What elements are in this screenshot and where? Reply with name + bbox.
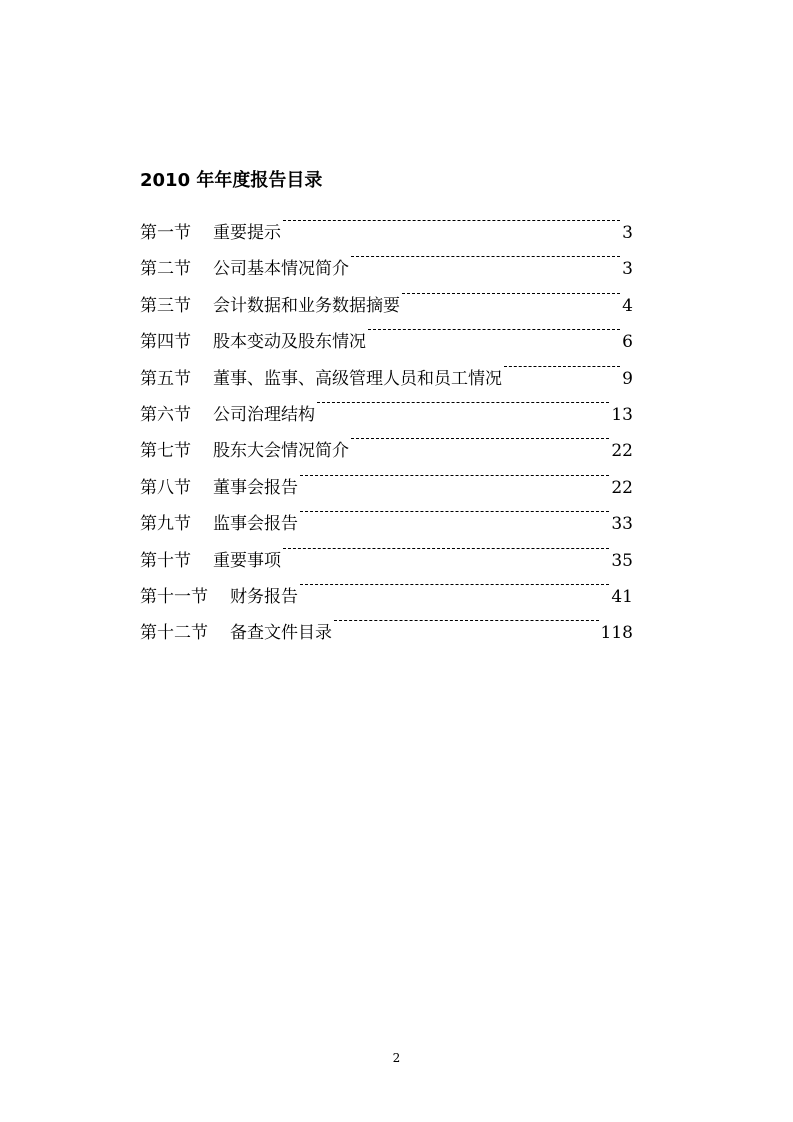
toc-page-number: 33 (611, 514, 633, 535)
toc-section-number: 第六节 (140, 404, 191, 425)
toc-section-number: 第二节 (140, 259, 191, 280)
toc-section-number: 第十节 (140, 550, 191, 571)
toc-heading: 重要事项 (213, 550, 281, 571)
toc-entry[interactable] (140, 602, 633, 644)
toc-page-number: 22 (611, 441, 633, 462)
toc-page-number: 118 (600, 623, 633, 644)
toc-heading: 董事会报告 (213, 477, 298, 498)
toc-heading: 公司治理结构 (213, 404, 315, 425)
toc-page-number: 4 (622, 295, 633, 316)
toc-dash-leader (300, 566, 609, 602)
toc-section-number: 第八节 (140, 477, 191, 498)
toc-heading: 重要提示 (213, 223, 281, 243)
toc-section-number: 第十二节 (140, 623, 208, 644)
toc-section-number: 第五节 (140, 368, 191, 389)
toc-page-number: 13 (611, 404, 633, 425)
toc-dash-leader (300, 493, 609, 529)
toc-entry[interactable] (140, 202, 633, 243)
toc-title: 2010 年年度报告目录 (140, 170, 323, 191)
toc-dash-leader (351, 420, 609, 456)
toc-heading: 财务报告 (230, 586, 298, 607)
toc-heading: 公司基本情况简介 (213, 259, 349, 280)
toc-section-number: 第一节 (140, 223, 191, 243)
toc-dash-leader (504, 348, 620, 384)
toc-page-number: 22 (611, 477, 633, 498)
toc-dash-leader (368, 311, 620, 347)
toc-page-number: 9 (622, 368, 633, 389)
toc-page-number: 35 (611, 550, 633, 571)
toc-dash-leader (317, 384, 609, 420)
toc-heading: 会计数据和业务数据摘要 (213, 295, 400, 316)
toc-heading: 股东大会情况简介 (213, 441, 349, 462)
toc-page-number: 41 (611, 586, 633, 607)
toc-dash-leader (402, 275, 620, 311)
toc-heading: 监事会报告 (213, 514, 298, 535)
toc-heading: 董事、监事、高级管理人员和员工情况 (213, 368, 502, 389)
page-number: 2 (392, 1051, 401, 1065)
toc-section-number: 第九节 (140, 514, 191, 535)
toc-dash-leader (283, 530, 609, 566)
toc-section-number: 第七节 (140, 441, 191, 462)
toc-page-number: 3 (622, 223, 633, 243)
toc-heading: 股本变动及股东情况 (213, 332, 366, 353)
toc-dash-leader (300, 457, 609, 493)
toc-dash-leader (283, 202, 620, 238)
toc-list (140, 202, 633, 644)
toc-section-number: 第三节 (140, 295, 191, 316)
toc-section-number: 第十一节 (140, 586, 208, 607)
toc-dash-leader (351, 238, 620, 274)
toc-page-number: 6 (622, 332, 633, 353)
toc-heading: 备查文件目录 (230, 623, 332, 644)
toc-page-number: 3 (622, 259, 633, 280)
toc-dash-leader (334, 602, 599, 638)
toc-section-number: 第四节 (140, 332, 191, 353)
